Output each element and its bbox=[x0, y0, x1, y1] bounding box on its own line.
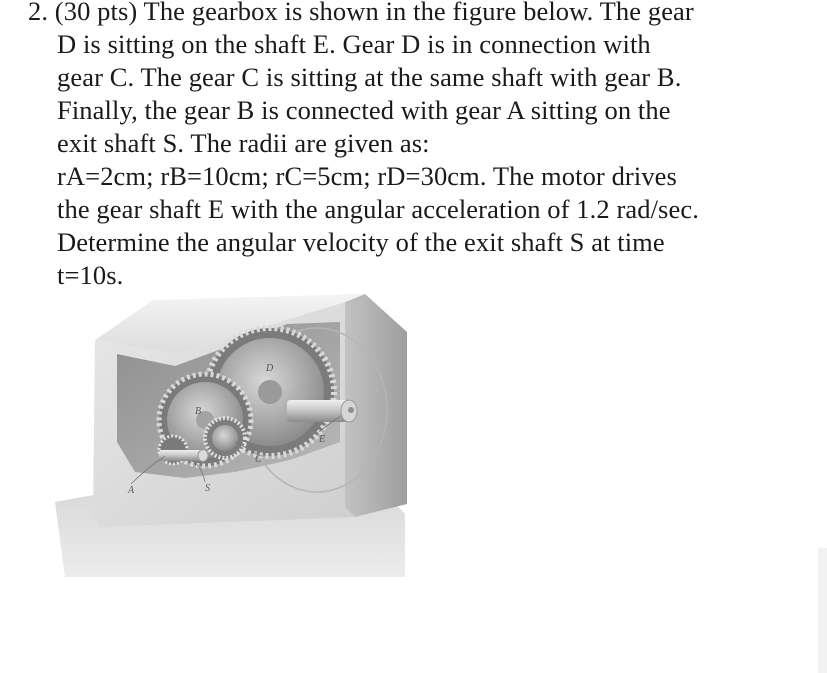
problem-line-7: the gear shaft E with the angular acceleration of 1.2 rad/sec. bbox=[57, 194, 699, 224]
gearbox-figure bbox=[55, 292, 415, 582]
label-s: S bbox=[205, 483, 210, 494]
problem-line-3: gear C. The gear C is sitting at the same shaft with gear B. bbox=[57, 62, 682, 92]
page-edge bbox=[818, 548, 827, 673]
label-d: D bbox=[266, 363, 274, 374]
problem-line-5: exit shaft S. The radii are given as: bbox=[57, 128, 430, 158]
problem-line-6: rA=2cm; rB=10cm; rC=5cm; rD=30cm. The motor drives bbox=[57, 161, 677, 191]
label-b: B bbox=[195, 406, 202, 417]
shaft-s bbox=[159, 450, 208, 462]
gear-c bbox=[205, 418, 245, 458]
problem-line-9: t=10s. bbox=[57, 260, 124, 290]
label-a: A bbox=[128, 485, 135, 496]
problem-line-1: 2. (30 pts) The gearbox is shown in the figure below. The gear bbox=[28, 0, 694, 26]
problem-line-2: D is sitting on the shaft E. Gear D is in connection with bbox=[57, 29, 651, 59]
label-e: E bbox=[319, 434, 326, 445]
label-c: C bbox=[255, 454, 262, 465]
problem-line-4: Finally, the gear B is connected with gear A sitting on the bbox=[57, 95, 671, 125]
shaft-e bbox=[287, 400, 357, 422]
problem-line-8: Determine the angular velocity of the exit shaft S at time bbox=[57, 227, 665, 257]
